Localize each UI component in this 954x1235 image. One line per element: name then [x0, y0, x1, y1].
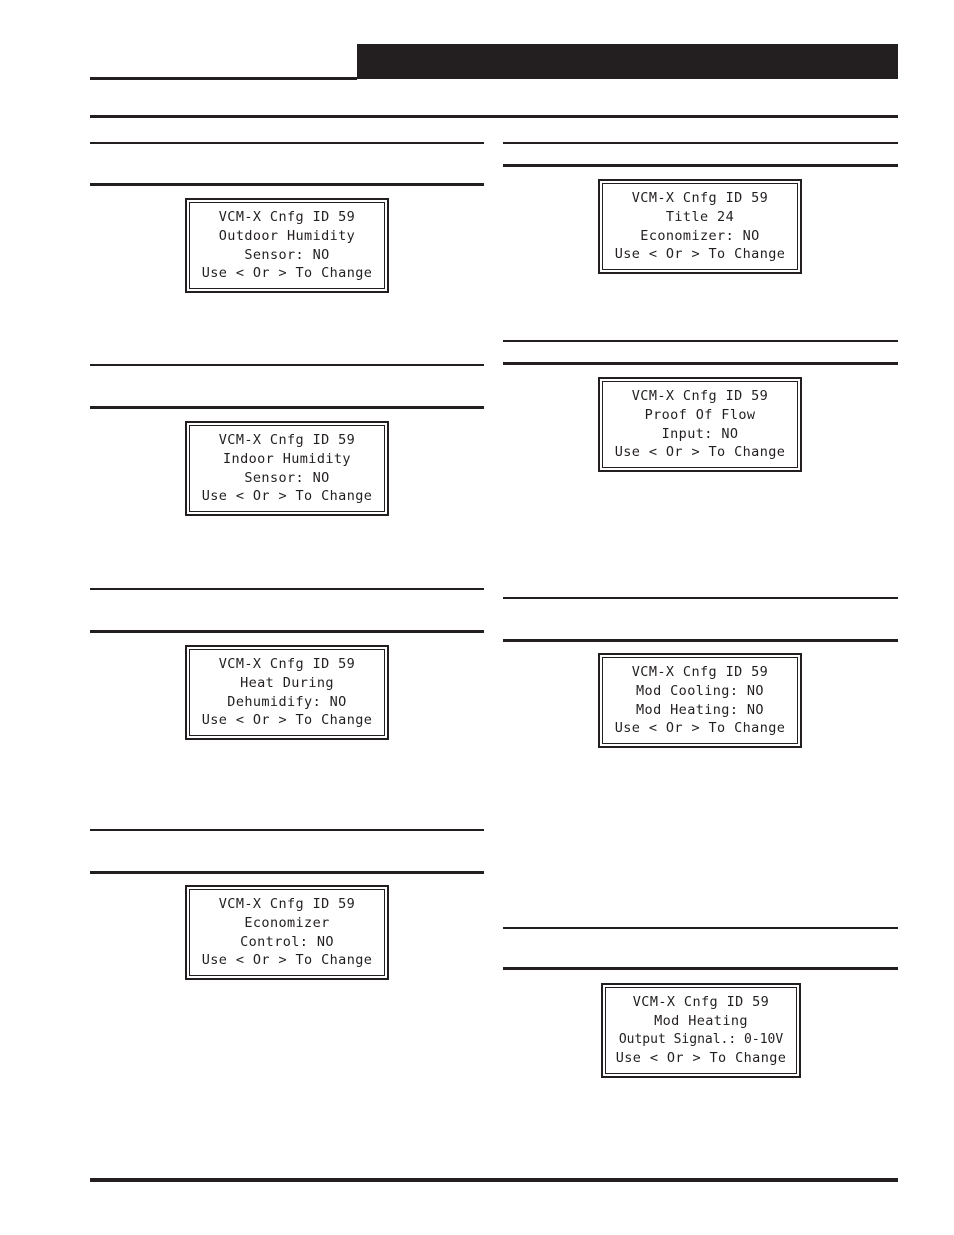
lcd-line: Use < Or > To Change — [614, 720, 786, 737]
lcd-line: Use < Or > To Change — [614, 444, 786, 461]
lcd-line: VCM-X Cnfg ID 59 — [631, 387, 769, 404]
section-rule — [503, 142, 898, 144]
lcd-line: Use < Or > To Change — [201, 712, 373, 729]
header-rule — [90, 77, 357, 80]
section-rule — [503, 340, 898, 342]
section-rule — [503, 164, 898, 167]
section-rule — [90, 588, 484, 590]
lcd-line: Use < Or > To Change — [615, 1050, 787, 1067]
lcd-line: Proof Of Flow — [644, 406, 756, 423]
section-rule — [90, 630, 484, 633]
lcd-line: VCM-X Cnfg ID 59 — [632, 993, 770, 1010]
lcd-line: VCM-X Cnfg ID 59 — [631, 663, 769, 680]
lcd-line: Title 24 — [665, 208, 735, 225]
section-rule — [90, 183, 484, 186]
lcd-line: Use < Or > To Change — [201, 952, 373, 969]
lcd-line: VCM-X Cnfg ID 59 — [218, 431, 356, 448]
section-rule — [503, 362, 898, 365]
lcd-outdoor-humidity-sensor — [185, 198, 389, 293]
section-rule — [90, 364, 484, 366]
section-rule — [90, 829, 484, 831]
lcd-economizer-control — [185, 885, 389, 980]
top-section-rule — [90, 115, 898, 118]
lcd-line: VCM-X Cnfg ID 59 — [631, 189, 769, 206]
lcd-line: VCM-X Cnfg ID 59 — [218, 655, 356, 672]
lcd-line: Indoor Humidity — [223, 450, 351, 467]
lcd-line: Economizer — [244, 914, 330, 931]
lcd-line: Control: NO — [240, 933, 334, 950]
lcd-line: Mod Cooling: NO — [636, 682, 764, 699]
lcd-line: Use < Or > To Change — [614, 246, 786, 263]
section-rule — [503, 639, 898, 642]
section-rule — [90, 142, 484, 144]
footer-rule — [90, 1178, 898, 1182]
lcd-mod-heating-output-signal — [601, 983, 801, 1078]
lcd-line: Heat During — [240, 674, 334, 691]
lcd-line: Outdoor Humidity — [218, 227, 356, 244]
lcd-line: Use < Or > To Change — [201, 265, 373, 282]
section-rule — [503, 927, 898, 929]
lcd-line: VCM-X Cnfg ID 59 — [218, 895, 356, 912]
header-black-bar — [357, 44, 898, 79]
section-rule — [503, 597, 898, 599]
lcd-indoor-humidity-sensor — [185, 421, 389, 516]
lcd-mod-cooling-heating — [598, 653, 802, 748]
section-rule — [90, 406, 484, 409]
section-rule — [90, 871, 484, 874]
lcd-title24-economizer — [598, 179, 802, 274]
lcd-line: Mod Heating: NO — [636, 701, 764, 718]
lcd-proof-of-flow-input — [598, 377, 802, 472]
lcd-line: Sensor: NO — [244, 469, 330, 486]
lcd-line: Dehumidify: NO — [227, 693, 347, 710]
lcd-line: Sensor: NO — [244, 246, 330, 263]
lcd-line: Output Signal.: 0-10V — [618, 1031, 784, 1047]
lcd-line: VCM-X Cnfg ID 59 — [218, 208, 356, 225]
lcd-line: Mod Heating — [654, 1012, 748, 1029]
lcd-line: Input: NO — [661, 425, 739, 442]
lcd-line: Use < Or > To Change — [201, 488, 373, 505]
section-rule — [503, 967, 898, 970]
lcd-heat-during-dehumidify — [185, 645, 389, 740]
lcd-line: Economizer: NO — [640, 227, 760, 244]
